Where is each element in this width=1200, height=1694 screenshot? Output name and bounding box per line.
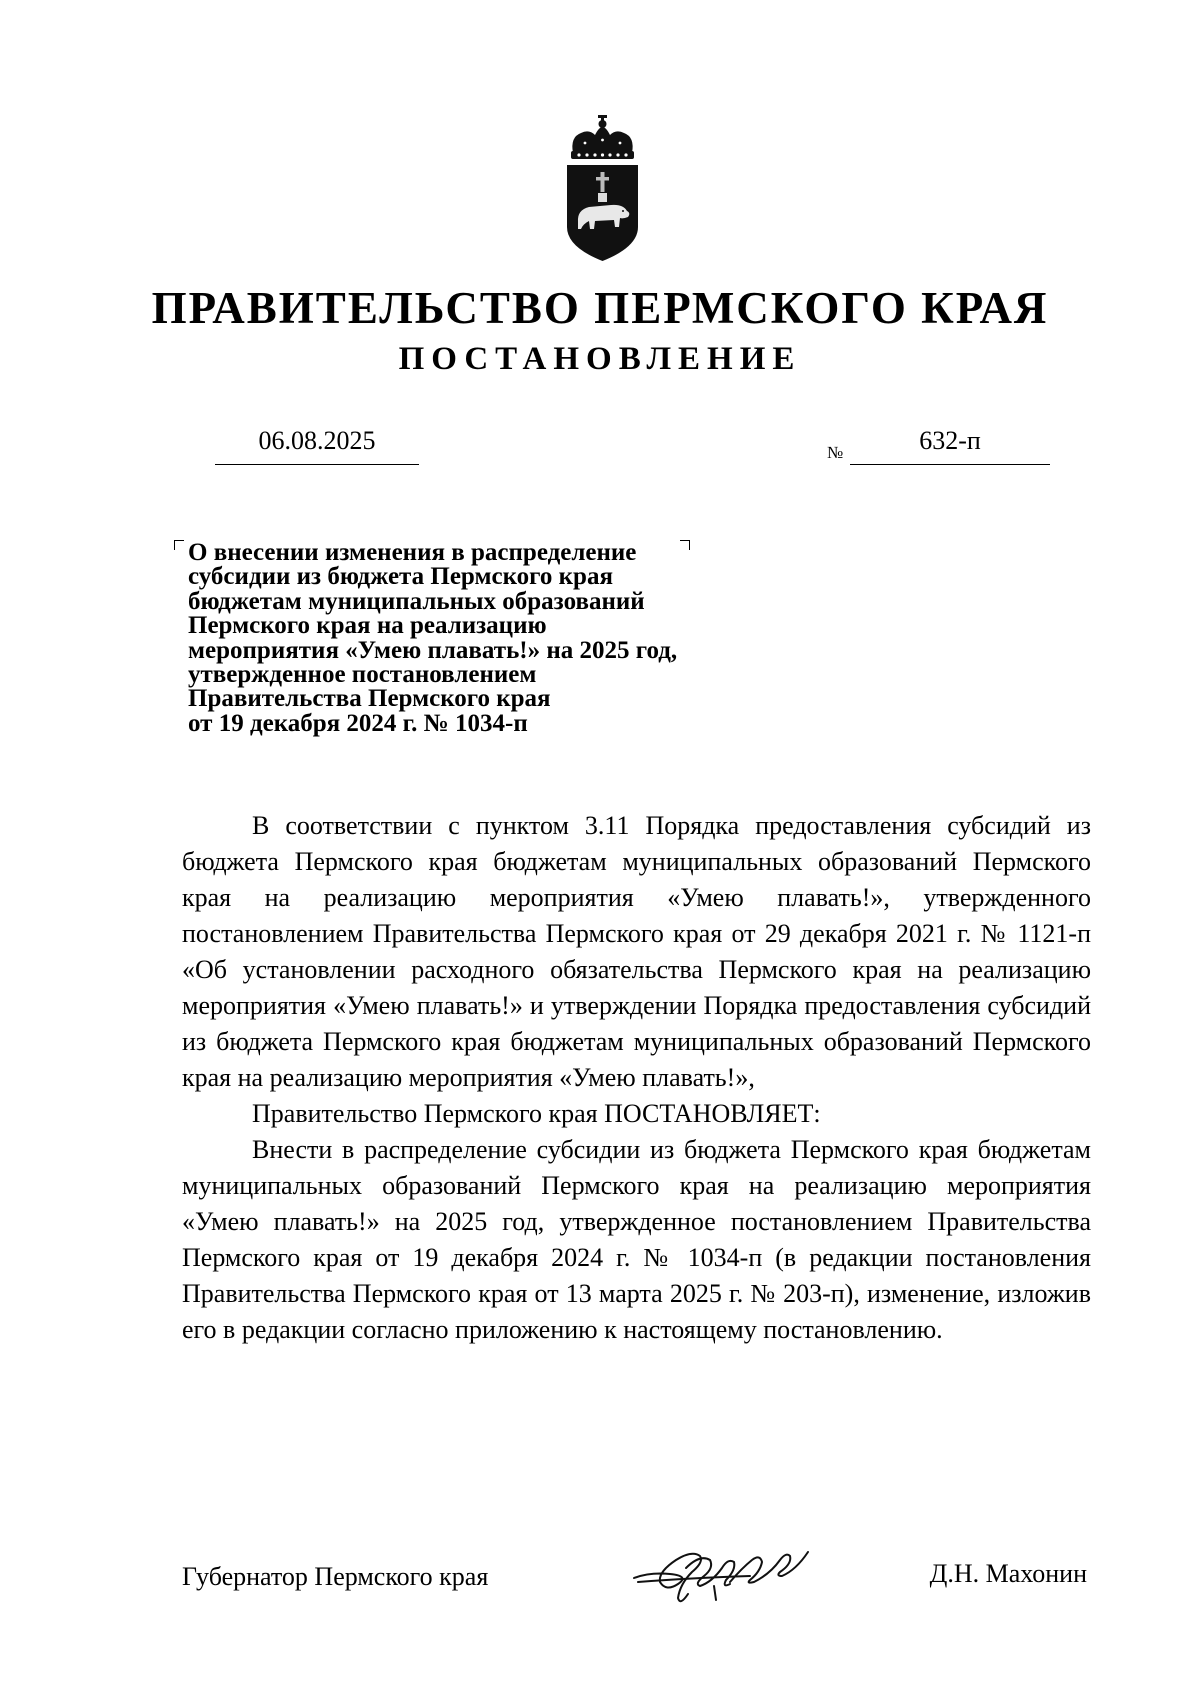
- document-subject: [188, 541, 748, 736]
- document-date: 06.08.2025: [258, 426, 376, 455]
- document-type: ПОСТАНОВЛЕНИЕ: [398, 341, 802, 377]
- date-field: [215, 424, 419, 465]
- subject-line: О внесении изменения в распределение: [188, 539, 637, 566]
- subject-line: Пермского края на реализацию: [188, 612, 547, 640]
- signatory-name: Д.Н. Махонин: [929, 1559, 1087, 1588]
- subject-line: бюджетам муниципальных образований: [188, 587, 645, 615]
- document-number: 632-п: [919, 426, 981, 455]
- number-sign: №: [827, 443, 844, 462]
- coat-of-arms-icon: [565, 115, 640, 263]
- body-paragraph: Внести в распределение субсидии из бюджета Пермского края бюджетам муниципальных образований Пермского края на реализацию мероприятия «Умею плавать!» на 2025 год, утвержденное постановлением Правительства Пермского края от 19 декабря 2024 г. № 1034-п (в редакции постановления Правительства Пермского края от 13 марта 2025 г. № 203-п), изменение, изложив его в редакции согласно приложению к настоящему постановлению.: [182, 1135, 1091, 1344]
- document-body: [182, 808, 1091, 1348]
- subject-line: утвержденное постановлением: [188, 661, 537, 689]
- signatory-position: Губернатор Пермского края: [182, 1562, 489, 1591]
- body-paragraph: Правительство Пермского края ПОСТАНОВЛЯЕТ:: [252, 1099, 821, 1128]
- number-field: [850, 424, 1050, 465]
- body-paragraph: В соответствии с пунктом 3.11 Порядка предоставления субсидий из бюджета Пермского края бюджетам муниципальных образований Пермского края на реализацию мероприятия «Умею плавать!», утвержденного постановлением Правительства Пермского края от 29 декабря 2021 г. № 1121-п «Об установлении расходного обязательства Пермского края на реализацию мероприятия «Умею плавать!» и утверждении Порядка предоставления субсидий из бюджета Пермского края бюджетам муниципальных образований Пермского края на реализацию мероприятия «Умею плавать!»,: [182, 811, 1091, 1092]
- subject-corner-left: [174, 540, 184, 550]
- organization-title: ПРАВИТЕЛЬСТВО ПЕРМСКОГО КРАЯ: [151, 283, 1049, 333]
- subject-line: Правительства Пермского края: [188, 685, 551, 713]
- handwritten-signature-icon: [630, 1538, 815, 1610]
- subject-line: мероприятия «Умею плавать!» на 2025 год,: [188, 636, 678, 664]
- subject-line: субсидии из бюджета Пермского края: [188, 563, 613, 591]
- subject-line: от 19 декабря 2024 г. № 1034-п: [188, 709, 528, 737]
